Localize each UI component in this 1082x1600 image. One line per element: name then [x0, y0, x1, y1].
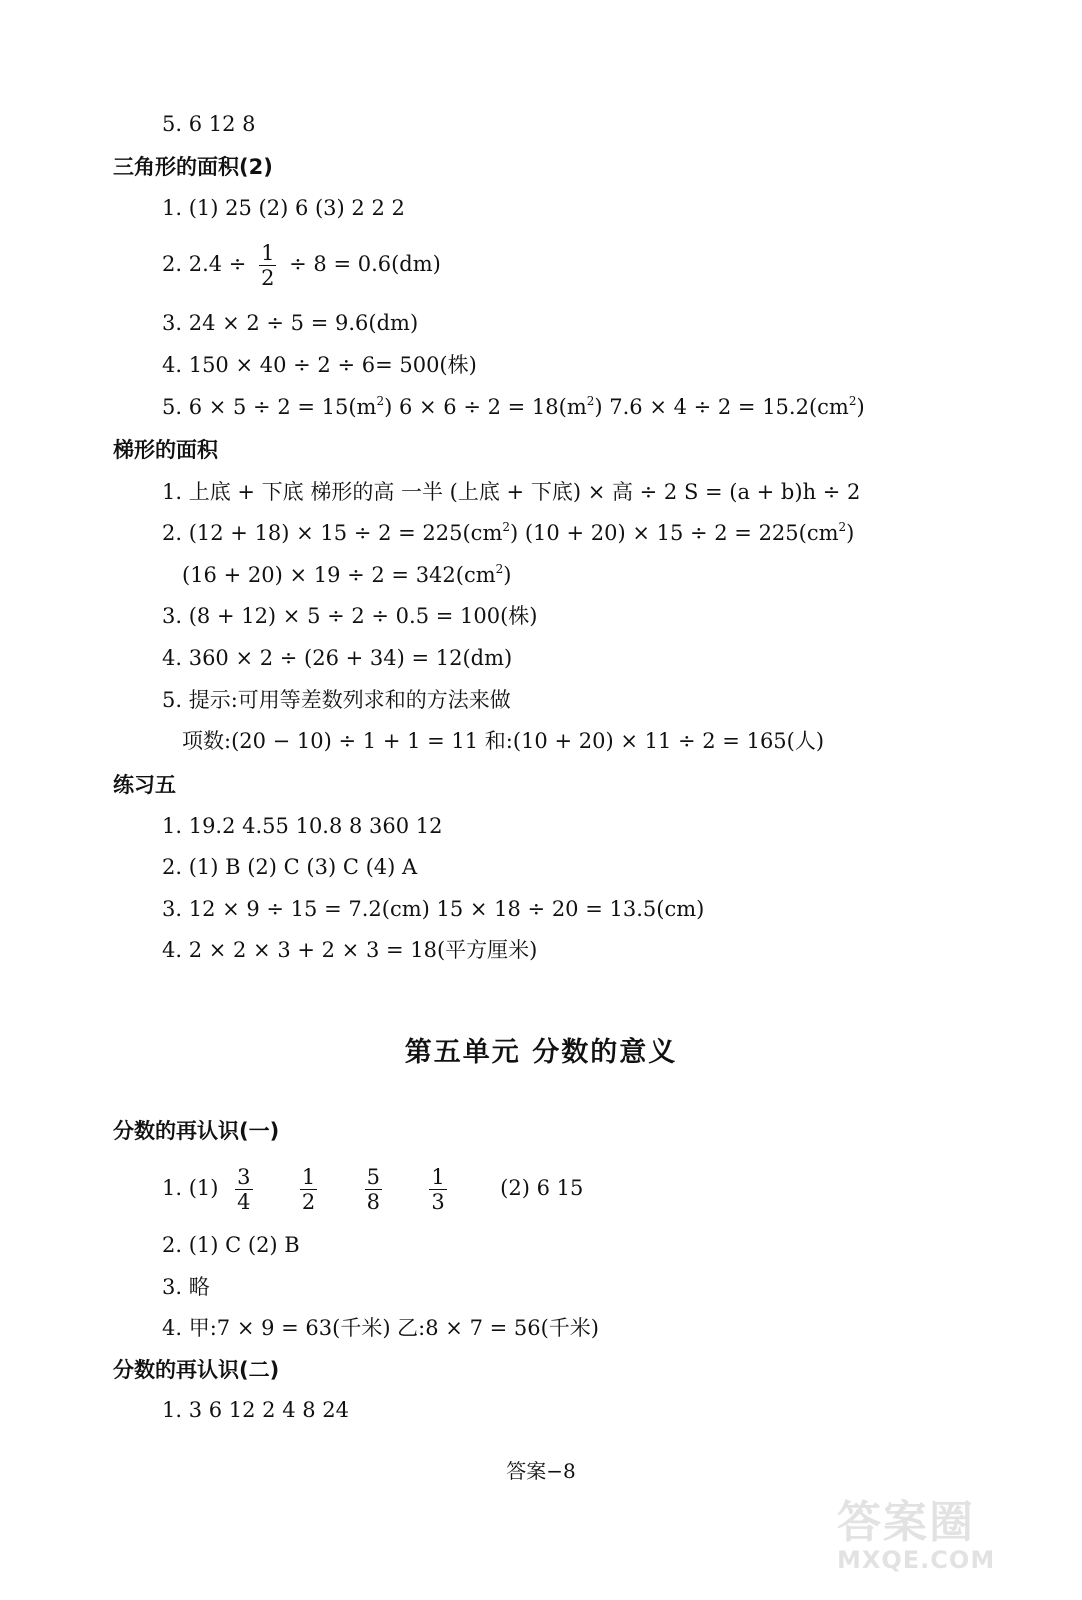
answer-line: 3. 24 × 2 ÷ 5 = 9.6(dm) — [162, 311, 419, 335]
answer-line: 2. (1) B (2) C (3) C (4) A — [162, 855, 418, 879]
fraction-numerator: 1 — [261, 241, 275, 265]
superscript: 2 — [838, 520, 847, 534]
answer-line: 3. (8 + 12) × 5 ÷ 2 ÷ 0.5 = 100(株) — [162, 604, 538, 628]
fraction — [429, 1165, 446, 1214]
section-heading-exercise-5: 练习五 — [113, 773, 176, 797]
page-number: 答案−8 — [506, 1459, 576, 1483]
answer-line: 4. 150 × 40 ÷ 2 ÷ 6= 500(株) — [162, 353, 477, 377]
superscript: 2 — [376, 394, 385, 408]
unit-title: 第五单元 分数的意义 — [404, 1037, 678, 1068]
answer-line-units — [162, 519, 854, 547]
expr-text: ) — [856, 395, 865, 419]
fraction-denominator: 3 — [431, 1190, 445, 1214]
fraction-numerator: 5 — [366, 1165, 381, 1189]
expr-text: 5. 6 × 5 ÷ 2 = 15(m — [162, 395, 377, 419]
expr-text: 1. (1) — [162, 1176, 219, 1200]
expr-text: ÷ 8 = 0.6(dm) — [289, 252, 441, 276]
answer-line: 4. 2 × 2 × 3 + 2 × 3 = 18(平方厘米) — [162, 938, 538, 962]
answer-line: 1. 3 6 12 2 4 8 24 — [162, 1398, 350, 1422]
expr-text: (2) 6 15 — [500, 1176, 584, 1200]
expr-text: ) — [503, 563, 512, 587]
fraction-denominator: 4 — [237, 1190, 251, 1214]
section-heading-trapezoid-area: 梯形的面积 — [113, 438, 218, 462]
fraction — [235, 1165, 252, 1214]
answer-line-fractions — [162, 1160, 583, 1216]
fraction-numerator: 1 — [301, 1165, 316, 1189]
answer-line: 2. (1) C (2) B — [162, 1233, 300, 1257]
answer-line: 3. 12 × 9 ÷ 15 = 7.2(cm) 15 × 18 ÷ 20 = 13.5(cm) — [162, 897, 705, 921]
answer-line: 4. 360 × 2 ÷ (26 + 34) = 12(dm) — [162, 646, 513, 670]
answer-line-units — [162, 393, 865, 421]
watermark-logo — [837, 1497, 1042, 1580]
expr-text: 2. 2.4 ÷ — [162, 252, 247, 276]
watermark-logo-text: 答案圈 — [837, 1497, 975, 1548]
expr-text: ) (10 + 20) × 15 ÷ 2 = 225(cm — [510, 521, 839, 545]
expr-text: ) — [846, 521, 855, 545]
answer-line: 3. 略 — [162, 1275, 210, 1299]
answer-line-fraction — [162, 238, 441, 290]
answer-line-units — [182, 561, 512, 589]
fraction-denominator: 2 — [301, 1190, 316, 1214]
answer-line: 1. 上底 + 下底 梯形的高 一半 (上底 + 下底) × 高 ÷ 2 S = (a + b)h ÷ 2 — [162, 480, 861, 504]
section-heading-triangle-area-2: 三角形的面积(2) — [113, 155, 273, 179]
watermark-url: MXQE.COM — [837, 1546, 996, 1574]
section-heading-fraction-1: 分数的再认识(一) — [113, 1119, 280, 1143]
expr-text: ) 6 × 6 ÷ 2 = 18(m — [384, 395, 587, 419]
expr-text: 2. (12 + 18) × 15 ÷ 2 = 225(cm — [162, 521, 503, 545]
fraction — [300, 1165, 317, 1214]
answer-line: 4. 甲:7 × 9 = 63(千米) 乙:8 × 7 = 56(千米) — [162, 1316, 599, 1340]
superscript: 2 — [495, 562, 504, 576]
section-heading-fraction-2: 分数的再认识(二) — [113, 1358, 280, 1382]
answer-line: 项数:(20 − 10) ÷ 1 + 1 = 11 和:(10 + 20) × 11 ÷ 2 = 165(人) — [182, 729, 825, 753]
superscript: 2 — [502, 520, 510, 534]
fraction-numerator: 1 — [431, 1165, 445, 1189]
fraction — [259, 241, 276, 290]
expr-text: (16 + 20) × 19 ÷ 2 = 342(cm — [182, 563, 496, 587]
expr-text: ) 7.6 × 4 ÷ 2 = 15.2(cm — [594, 395, 849, 419]
fraction-numerator: 3 — [237, 1165, 251, 1189]
fraction-denominator: 8 — [366, 1190, 381, 1214]
fraction — [365, 1165, 382, 1214]
superscript: 2 — [586, 394, 595, 408]
superscript: 2 — [848, 394, 857, 408]
answer-line: 5. 6 12 8 — [162, 112, 256, 136]
answer-line: 1. (1) 25 (2) 6 (3) 2 2 2 — [162, 196, 405, 220]
answer-line: 5. 提示:可用等差数列求和的方法来做 — [162, 688, 511, 712]
fraction-denominator: 2 — [261, 266, 275, 290]
answer-line: 1. 19.2 4.55 10.8 8 360 12 — [162, 814, 443, 838]
